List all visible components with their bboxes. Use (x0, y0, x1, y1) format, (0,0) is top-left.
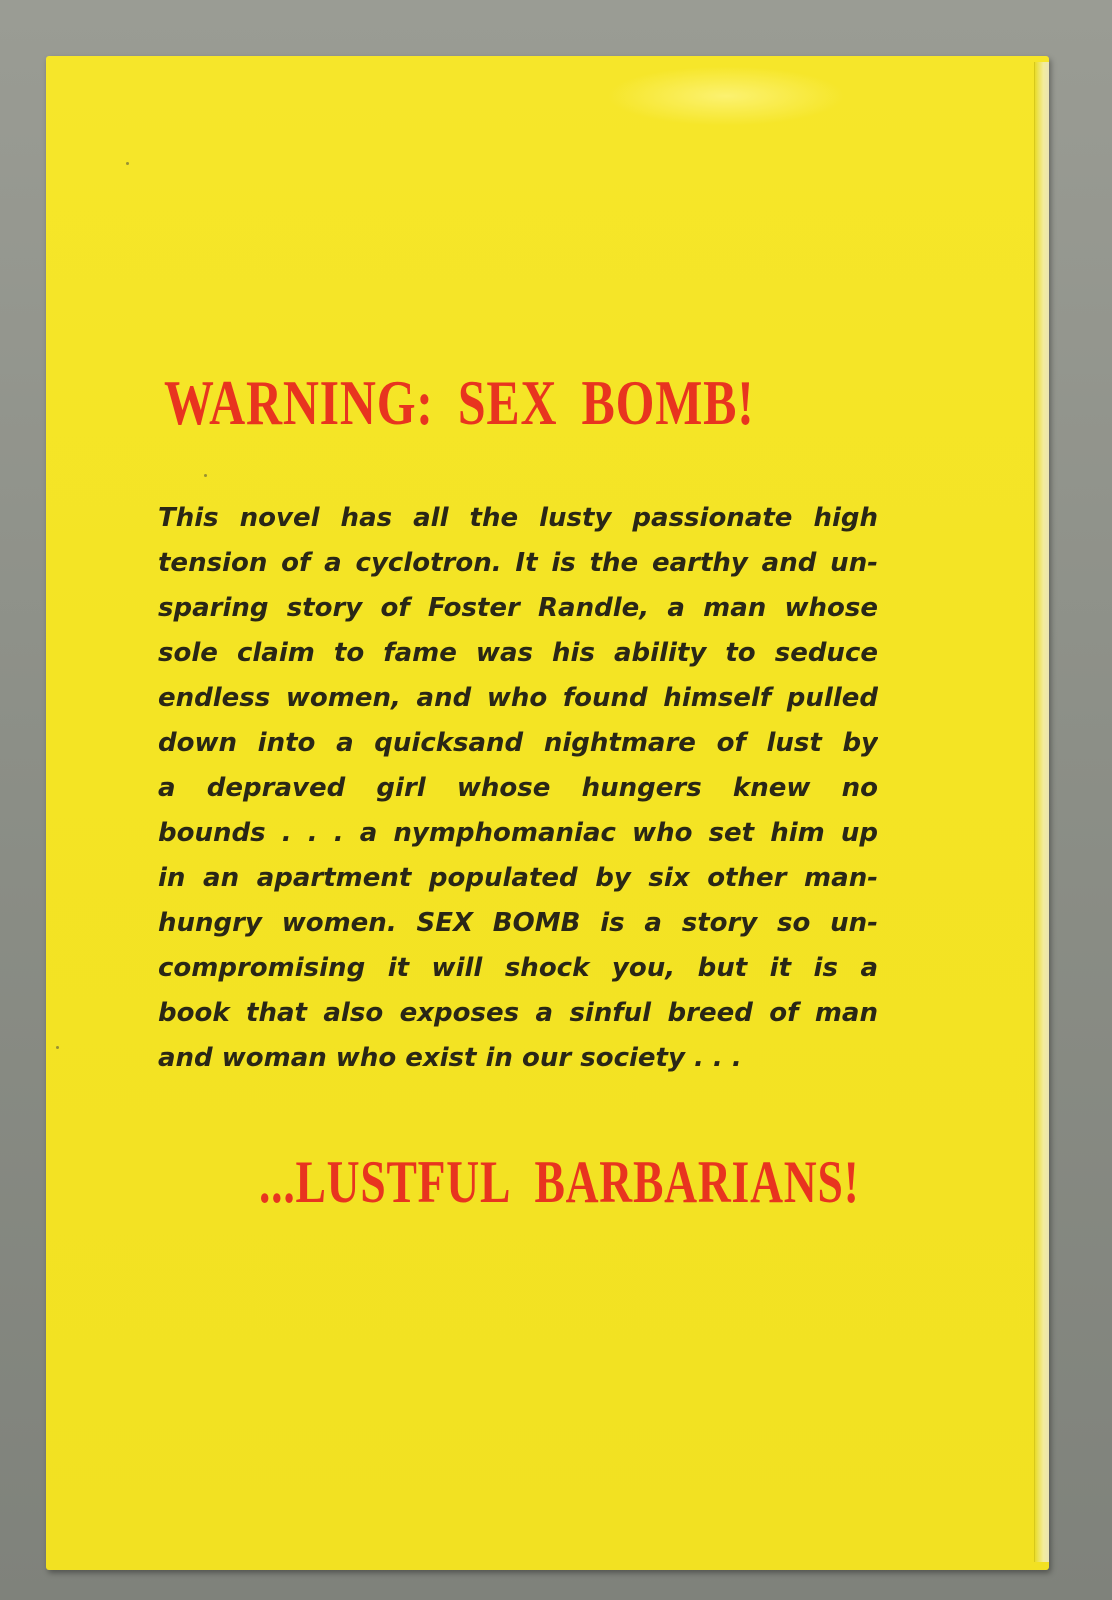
headline-warning: WARNING: SEX BOMB! (164, 367, 755, 438)
book-back-cover (46, 56, 1049, 1570)
headline-lustful-barbarians: ...LUSTFUL BARBARIANS! (259, 1149, 860, 1215)
print-speck (56, 1046, 59, 1049)
blurb-line: compromising it will shock you, but it is a (158, 953, 878, 983)
cover-crease (606, 66, 846, 126)
blurb-line: a depraved girl whose hungers knew no (158, 773, 878, 803)
blurb-line: tension of a cyclotron. It is the earthy and un- (158, 548, 878, 578)
blurb-line: book that also exposes a sinful breed of man (158, 998, 878, 1028)
print-speck (204, 474, 207, 477)
blurb-paragraph (158, 496, 878, 1081)
print-speck (126, 162, 129, 165)
page-edges (1034, 62, 1049, 1562)
blurb-line: hungry women. SEX BOMB is a story so un- (158, 908, 878, 938)
blurb-line: and woman who exist in our society . . . (158, 1043, 742, 1073)
blurb-line: This novel has all the lusty passionate high (158, 503, 878, 533)
blurb-line: sole claim to fame was his ability to seduce (158, 638, 878, 668)
blurb-line: endless women, and who found himself pulled (158, 683, 878, 713)
blurb-line: sparing story of Foster Randle, a man whose (158, 593, 878, 623)
blurb-line: bounds . . . a nymphomaniac who set him up (158, 818, 878, 848)
blurb-line: down into a quicksand nightmare of lust by (158, 728, 878, 758)
blurb-line: in an apartment populated by six other man- (158, 863, 878, 893)
